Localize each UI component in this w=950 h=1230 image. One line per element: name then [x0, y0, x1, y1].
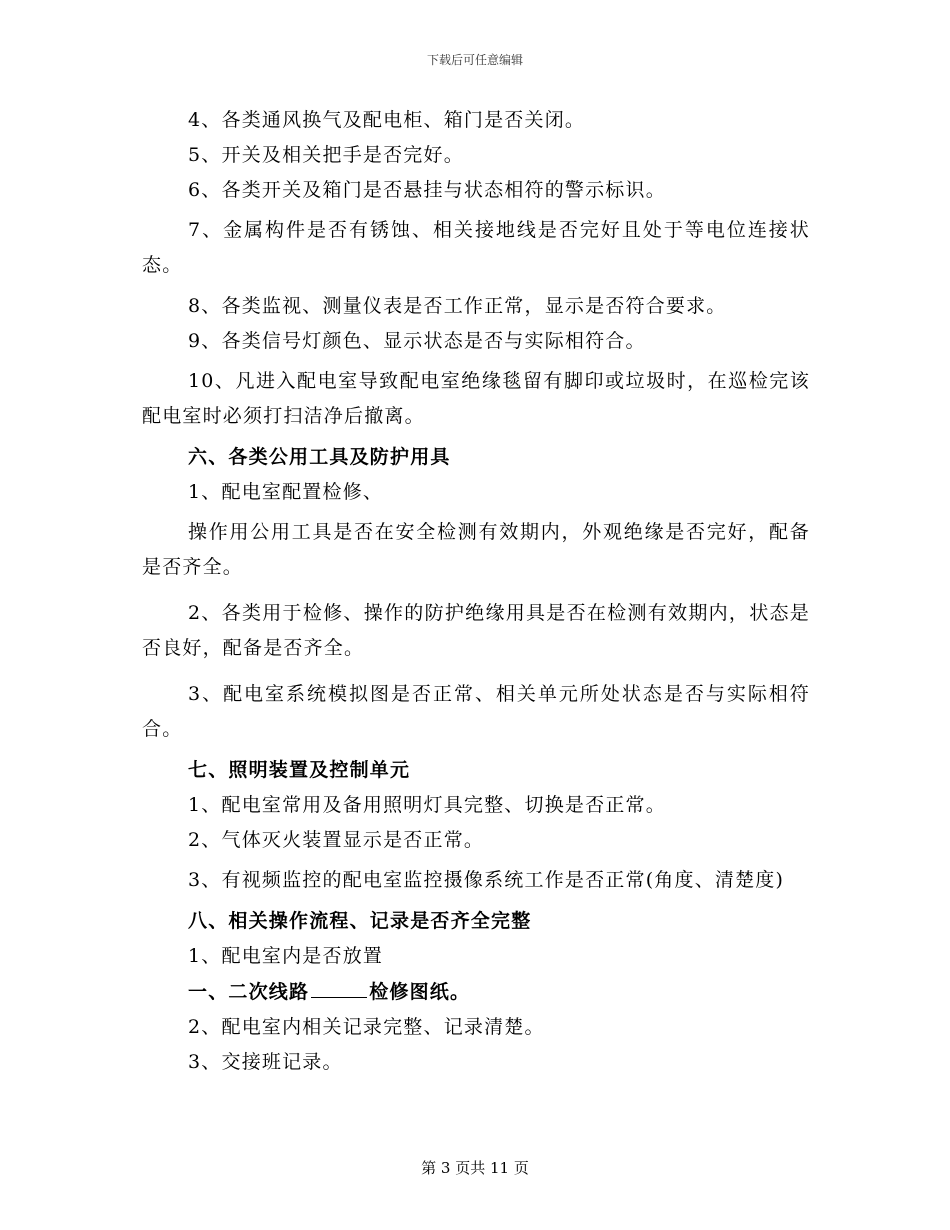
list-item: 2、各类用于检修、操作的防护绝缘用具是否在检测有效期内，状态是否良好，配备是否齐全。 [142, 602, 810, 659]
heading-text-before: 一、二次线路 [188, 981, 310, 1003]
list-item: 1、配电室内是否放置 [188, 945, 384, 967]
list-item: 9、各类信号灯颜色、显示状态是否与实际相符合。 [188, 330, 646, 352]
section-heading: 七、照明装置及控制单元 [188, 759, 411, 781]
page-header-note: 下载后可任意编辑 [426, 53, 523, 67]
list-item: 2、气体灭火装置显示是否正常。 [188, 829, 485, 851]
fill-in-blank [311, 979, 367, 998]
list-item: 1、配电室常用及备用照明灯具完整、切换是否正常。 [188, 794, 666, 816]
blank-line-heading [142, 979, 810, 1004]
list-item: 2、配电室内相关记录完整、记录清楚。 [188, 1016, 545, 1038]
document-body [142, 108, 810, 1085]
list-item: 10、凡进入配电室导致配电室绝缘毯留有脚印或垃圾时，在巡检完该配电室时必须打扫洁净后撤离。 [142, 370, 810, 427]
list-item: 7、金属构件是否有锈蚀、相关接地线是否完好且处于等电位连接状态。 [142, 219, 810, 276]
heading-text-after: 检修图纸。 [369, 981, 471, 1003]
list-item: 8、各类监视、测量仪表是否工作正常，显示是否符合要求。 [188, 295, 727, 317]
list-item: 3、配电室系统模拟图是否正常、相关单元所处状态是否与实际相符合。 [142, 683, 810, 740]
list-item: 操作用公用工具是否在安全检测有效期内，外观绝缘是否完好，配备是否齐全。 [142, 521, 810, 578]
section-heading: 八、相关操作流程、记录是否齐全完整 [188, 910, 532, 932]
list-item: 6、各类开关及箱门是否悬挂与状态相符的警示标识。 [188, 179, 666, 201]
page-number: 第 3 页共 11 页 [421, 1159, 529, 1177]
list-item: 1、配电室配置检修、 [188, 481, 384, 503]
list-item: 5、开关及相关把手是否完好。 [188, 144, 464, 166]
section-heading: 六、各类公用工具及防护用具 [188, 446, 451, 468]
list-item: 4、各类通风换气及配电柜、箱门是否关闭。 [188, 109, 586, 131]
list-item: 3、交接班记录。 [188, 1051, 343, 1073]
list-item: 3、有视频监控的配电室监控摄像系统工作是否正常(角度、清楚度) [188, 869, 785, 891]
